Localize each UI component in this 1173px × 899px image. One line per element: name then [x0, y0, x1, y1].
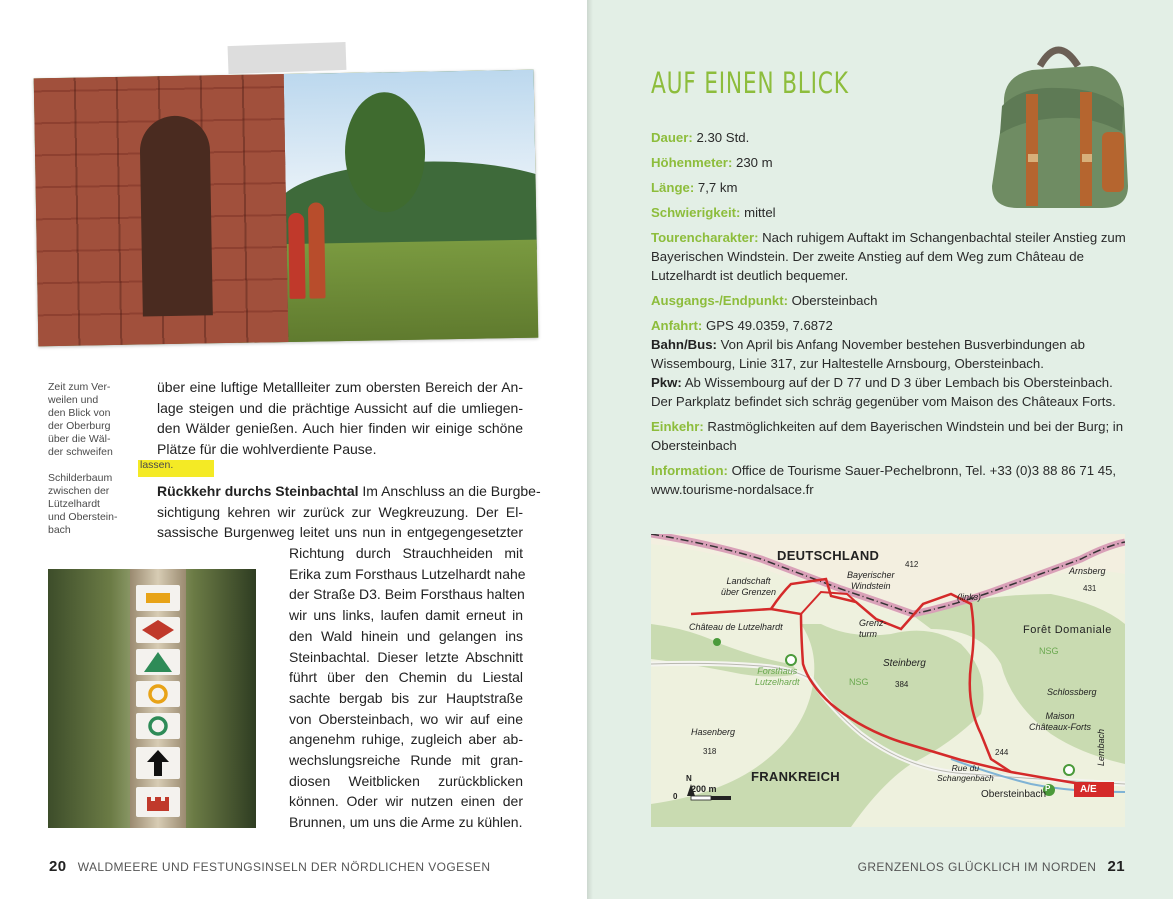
- map-label-grenzturm: Grenz- turm: [859, 618, 887, 639]
- footer-right: [858, 858, 1125, 875]
- info-dauer: Dauer: 2.30 Std.: [651, 130, 750, 145]
- body-paragraph-2-narrow: Richtung durch Strauchheiden mit Erika zum Forsthaus Lutzelhardt nahe der Straße D3. Beim Forsthaus halten wir uns links, laufen damit erneut in den Wald hinein und gelangen ins Steinbachtal. Dieser letzte Abschnitt führt über den Chemin du Liestal sachte bergab bis zur Hauptstraße von Obersteinbach, wo wir auf eine angenehm ruhige, zugleich aber ab- wechslungsreiche Runde mit gran- diosen Weitblicken zurückblicken können. Oder wir nutzen einen der Brunnen, um uns die Arme zu kühlen.: [289, 545, 526, 831]
- section-heading-rueckkehr: Rückkehr durchs Steinbachtal: [157, 483, 359, 499]
- route-map: [651, 534, 1125, 827]
- map-parking-icon: P: [1045, 784, 1051, 793]
- map-label-frankreich: FRANKREICH: [751, 769, 840, 784]
- sign-red-diamond: [136, 617, 180, 643]
- sign-yellow-ring: [136, 681, 180, 707]
- page-number-left: 20: [49, 858, 67, 875]
- map-label-arnsberg: Arnsberg: [1069, 566, 1106, 576]
- map-label-obersteinbach: Obersteinbach: [981, 789, 1047, 800]
- photo-caption-1-end: lassen.: [140, 459, 174, 471]
- map-label-412: 412: [905, 560, 919, 569]
- map-scale-label: 200 m: [691, 784, 717, 794]
- map-label-maison: Maison Châteaux-Forts: [1029, 711, 1092, 732]
- sign-red-castle: [136, 787, 180, 817]
- hikers: [286, 188, 338, 299]
- map-label-deutschland: DEUTSCHLAND: [777, 548, 880, 563]
- map-label-nsg-2: NSG: [849, 677, 869, 687]
- map-label-318: 318: [703, 747, 717, 756]
- map-label-foret: Forêt Domaniale: [1023, 624, 1112, 636]
- signpost-photo: [48, 569, 256, 828]
- info-schwierigkeit: Schwierigkeit: mittel: [651, 205, 776, 220]
- map-label-schlossberg: Schlossberg: [1047, 687, 1097, 697]
- map-label-244: 244: [995, 748, 1009, 757]
- info-information: Information: Office de Tourisme Sauer-Pechelbronn, Tel. +33 (0)3 88 86 71 45, www.tourisme-nordalsace.fr: [651, 463, 1117, 497]
- map-label-hasenberg: Hasenberg: [691, 727, 736, 737]
- body-paragraph-1: über eine luftige Metallleiter zum obersten Bereich der An- lage steigen und die prächtige Aussicht auf die umliegen- den Wälder genießen. Auch hier finden wir einige schöne Plätze für die wohlverdiente Pause.: [157, 379, 523, 458]
- sign-green-ring: [136, 713, 180, 739]
- page-number-right: 21: [1107, 858, 1125, 875]
- sign-black-arrow: [136, 747, 180, 779]
- map-scale-zero: 0: [673, 792, 678, 801]
- castle-ruin-photo: [34, 70, 539, 347]
- map-label-forsthaus: Forsthaus Lutzelhardt: [755, 666, 800, 687]
- running-title-left: WALDMEERE UND FESTUNGSINSELN DER NÖRDLICHEN VOGESEN: [77, 860, 491, 874]
- map-label-windstein: Bayerischer Windstein: [847, 570, 895, 591]
- running-title-right: GRENZENLOS GLÜCKLICH IM NORDEN: [857, 860, 1097, 874]
- map-label-384: 384: [895, 680, 909, 689]
- box-heading: AUF EINEN BLICK: [651, 66, 849, 100]
- map-north-arrow-icon: N: [686, 774, 692, 783]
- info-tourencharakter: Tourencharakter: Nach ruhigem Auftakt im Schangenbachtal steiler Anstieg zum Bayerischen Windstein. Der zweite Anstieg auf dem Weg zum Château de Lutzelhardt ist deutlich bequemer.: [651, 230, 1126, 283]
- photo-caption-2: Schilderbaum zwischen der Lützelhardt und Oberstein- bach: [48, 472, 118, 536]
- sign-yellow-bar: [136, 585, 180, 611]
- info-einkehr: Einkehr: Rastmöglichkeiten auf dem Bayerischen Windstein und bei der Burg; in Obersteinbach: [651, 419, 1124, 453]
- map-label-links: (links): [957, 592, 981, 602]
- sign-green-triangle: [136, 649, 180, 675]
- map-label-rue: Rue du Schangenbach: [937, 763, 994, 783]
- info-list: [651, 128, 1126, 499]
- footer-left: [49, 858, 490, 875]
- tape: [228, 42, 347, 74]
- map-label-start-end: A/E: [1080, 784, 1097, 795]
- map-label-steinberg: Steinberg: [883, 658, 926, 669]
- info-anfahrt: Anfahrt: GPS 49.0359, 7.6872: [651, 318, 833, 333]
- info-laenge: Länge: 7,7 km: [651, 180, 738, 195]
- map-label-431: 431: [1083, 584, 1097, 593]
- map-label-lembach: Lembach: [1096, 728, 1106, 766]
- info-pkw: Pkw: Ab Wissembourg auf der D 77 und D 3 über Lembach bis Obersteinbach. Der Parkplatz befindet sich schräg gegenüber vom Maison des Châteaux Forts.: [651, 375, 1116, 409]
- info-bahn-bus: Bahn/Bus: Von April bis Anfang November bestehen Busverbindungen ab Wissembourg, Linie 317, zur Haltestelle Arnsbourg, Obersteinbach.: [651, 337, 1085, 371]
- map-label-nsg-1: NSG: [1039, 646, 1059, 656]
- photo-caption-1: Zeit zum Ver- weilen und den Blick von der Oberburg über die Wäl- der schweifen: [48, 381, 113, 458]
- info-ausgangspunkt: Ausgangs-/Endpunkt: Obersteinbach: [651, 293, 878, 308]
- body-paragraph-2: Rückkehr durchs Steinbachtal Im Anschluss an die Burgbe- sichtigung kehren wir zurück zur Wegkreuzung. Der El- sassische Burgenweg leitet uns nun in entgegengesetzter: [157, 483, 541, 541]
- map-label-landschaft: Landschaft über Grenzen: [721, 576, 777, 597]
- map-label-chateau: Château de Lutzelhardt: [689, 622, 783, 632]
- info-hoehenmeter: Höhenmeter: 230 m: [651, 155, 773, 170]
